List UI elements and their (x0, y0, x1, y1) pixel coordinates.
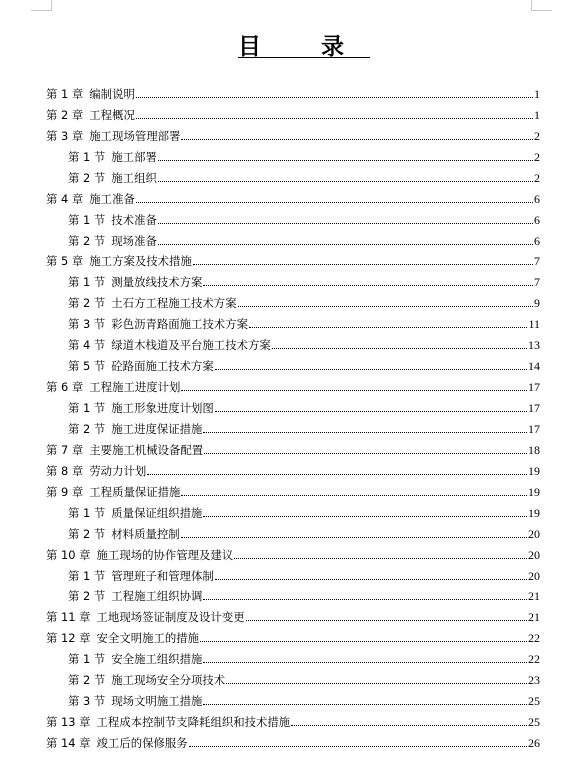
toc-entry-label (46, 610, 245, 624)
toc-entry-number: 第 13 章 (46, 715, 91, 730)
toc-entry-number: 第 1 节 (68, 568, 106, 583)
toc-entry-number: 第 9 章 (46, 484, 84, 499)
toc-dot-leader (215, 410, 527, 412)
toc-page-number: 19 (528, 484, 540, 499)
toc-page-number: 6 (534, 191, 540, 206)
toc-page-number: 9 (534, 296, 540, 311)
toc-entry-section[interactable] (46, 331, 540, 352)
toc-page-number: 1 (534, 107, 540, 122)
toc-page-number: 23 (528, 673, 540, 688)
toc-dot-leader (203, 284, 533, 286)
toc-page-number: 6 (534, 233, 540, 248)
toc-entry-text: 安全施工组织措施 (111, 652, 203, 667)
toc-page-number: 20 (528, 547, 540, 562)
toc-dot-leader (238, 305, 533, 307)
page-title (0, 28, 582, 61)
toc-dot-leader (204, 452, 527, 454)
toc-entry-label (68, 317, 248, 331)
toc-entry-text: 技术准备 (111, 212, 157, 227)
toc-entry-label (68, 527, 180, 541)
toc-entry-section[interactable] (46, 289, 540, 310)
toc-entry-section[interactable] (46, 415, 540, 436)
toc-page-number: 18 (528, 442, 540, 457)
toc-entry-chapter[interactable] (46, 373, 540, 394)
toc-entry-text: 施工方案及技术措施 (89, 254, 192, 269)
toc-entry-text: 施工现场管理部署 (89, 128, 181, 143)
toc-entry-section[interactable] (46, 268, 540, 289)
toc-entry-text: 安全文明施工的措施 (96, 631, 200, 646)
toc-page-number: 20 (528, 526, 540, 541)
toc-page-number: 13 (528, 338, 540, 353)
page-corner-mark (31, 0, 52, 11)
toc-page-number: 25 (528, 715, 540, 730)
toc-dot-leader (215, 368, 527, 370)
toc-dot-leader (226, 682, 527, 684)
toc-entry-section[interactable] (46, 499, 540, 520)
toc-entry-text: 主要施工机械设备配置 (89, 442, 204, 457)
toc-entry-number: 第 2 章 (46, 107, 84, 122)
toc-entry-label (68, 296, 237, 310)
toc-dot-leader (234, 557, 527, 559)
toc-page-number: 17 (528, 421, 540, 436)
toc-entry-label (68, 694, 202, 708)
toc-dot-leader (136, 117, 533, 119)
toc-dot-leader (158, 159, 533, 161)
toc-page-number: 19 (528, 463, 540, 478)
toc-page-number: 2 (534, 149, 540, 164)
toc-entry-text: 施工现场的协作管理及建议 (96, 547, 234, 562)
toc-entry-text: 施工准备 (89, 191, 135, 206)
toc-entry-label (68, 213, 157, 227)
toc-entry-label (68, 171, 157, 185)
toc-page-number: 22 (528, 631, 540, 646)
toc-entry-text: 工程施工组织协调 (111, 589, 203, 604)
toc-dot-leader (215, 578, 527, 580)
toc-entry-chapter[interactable] (46, 478, 540, 499)
toc-entry-label (46, 631, 199, 645)
toc-entry-number: 第 2 节 (68, 233, 106, 248)
toc-entry-label (68, 401, 214, 415)
toc-page-number: 14 (528, 359, 540, 374)
toc-entry-number: 第 8 章 (46, 463, 84, 478)
toc-entry-section[interactable] (46, 310, 540, 331)
toc-entry-text: 土石方工程施工技术方案 (111, 296, 237, 311)
toc-entry-text: 现场准备 (111, 233, 157, 248)
toc-entry-number: 第 7 章 (46, 442, 84, 457)
toc-entry-section[interactable] (46, 645, 540, 666)
toc-dot-leader (203, 703, 527, 705)
toc-entry-chapter[interactable] (46, 248, 540, 269)
toc-entry-number: 第 1 节 (68, 401, 106, 415)
toc-entry-section[interactable] (46, 394, 540, 415)
toc-entry-number: 第 5 章 (46, 254, 84, 269)
toc-entry-label (68, 359, 214, 373)
page-corner-mark (531, 0, 552, 11)
toc-entry-label (68, 589, 202, 603)
toc-entry-label (68, 506, 202, 520)
toc-page-number: 6 (534, 212, 540, 227)
toc-entry-text: 施工现场安全分项技术 (111, 673, 226, 688)
toc-entry-text: 测量放线技术方案 (111, 275, 203, 290)
toc-entry-chapter[interactable] (46, 603, 540, 624)
toc-entry-number: 第 4 章 (46, 191, 84, 206)
toc-entry-chapter[interactable] (46, 185, 540, 206)
toc-entry-text: 质量保证组织措施 (111, 505, 203, 520)
toc-dot-leader (136, 201, 533, 203)
toc-dot-leader (189, 745, 527, 747)
toc-entry-label (46, 192, 135, 206)
toc-entry-text: 彩色沥青路面施工技术方案 (111, 317, 248, 332)
toc-entry-section[interactable] (46, 687, 540, 708)
toc-entry-number: 第 2 节 (68, 421, 106, 436)
toc-entry-number: 第 1 节 (68, 275, 106, 290)
table-of-contents (46, 80, 540, 750)
toc-entry-number: 第 12 章 (46, 631, 91, 646)
toc-dot-leader (203, 598, 527, 600)
toc-page-number: 1 (534, 86, 540, 101)
toc-entry-label (46, 254, 192, 268)
toc-page-number: 21 (528, 610, 540, 625)
toc-entry-label (46, 443, 203, 457)
toc-entry-text: 工程概况 (89, 107, 135, 122)
toc-entry-label (68, 234, 157, 248)
toc-entry-section[interactable] (46, 164, 540, 185)
toc-entry-text: 绿道木栈道及平台施工技术方案 (111, 338, 271, 353)
toc-entry-text: 工地现场签证制度及设计变更 (96, 610, 245, 625)
toc-dot-leader (181, 494, 527, 496)
toc-page-number: 7 (534, 275, 540, 290)
toc-entry-label (46, 715, 290, 729)
toc-entry-label (46, 736, 188, 750)
toc-page-number: 20 (528, 568, 540, 583)
toc-entry-chapter[interactable] (46, 436, 540, 457)
toc-dot-leader (136, 96, 533, 98)
toc-entry-label (46, 464, 146, 478)
toc-entry-section[interactable] (46, 227, 540, 248)
toc-entry-text: 管理班子和管理体制 (111, 568, 214, 583)
toc-entry-text: 工程施工进度计划 (89, 380, 181, 395)
toc-page-number: 19 (528, 505, 540, 520)
toc-dot-leader (203, 515, 527, 517)
toc-entry-number: 第 11 章 (46, 610, 91, 625)
toc-dot-leader (181, 536, 527, 538)
toc-entry-number: 第 2 节 (68, 170, 106, 185)
toc-entry-chapter[interactable] (46, 101, 540, 122)
toc-page-number: 11 (528, 317, 540, 332)
toc-dot-leader (249, 326, 527, 328)
toc-entry-chapter[interactable] (46, 122, 540, 143)
toc-entry-chapter[interactable] (46, 729, 540, 750)
toc-entry-section[interactable] (46, 562, 540, 583)
toc-dot-leader (147, 473, 527, 475)
toc-entry-number: 第 14 章 (46, 736, 91, 750)
toc-page-number: 2 (534, 128, 540, 143)
toc-entry-section[interactable] (46, 352, 540, 373)
toc-entry-number: 第 1 章 (46, 86, 84, 101)
toc-page-number: 7 (534, 254, 540, 269)
toc-entry-section[interactable] (46, 143, 540, 164)
toc-entry-number: 第 10 章 (46, 547, 91, 562)
toc-dot-leader (246, 619, 527, 621)
toc-page-number: 22 (528, 652, 540, 667)
toc-dot-leader (181, 138, 533, 140)
toc-entry-text: 工程成本控制节支降耗组织和技术措施 (96, 715, 291, 730)
toc-entry-section[interactable] (46, 520, 540, 541)
toc-entry-chapter[interactable] (46, 541, 540, 562)
toc-entry-label (68, 422, 202, 436)
toc-dot-leader (291, 724, 527, 726)
toc-entry-section[interactable] (46, 666, 540, 687)
toc-entry-label (46, 380, 180, 394)
toc-page-number: 2 (534, 170, 540, 185)
toc-entry-number: 第 1 节 (68, 212, 106, 227)
toc-dot-leader (158, 180, 533, 182)
toc-entry-number: 第 1 节 (68, 149, 106, 164)
toc-dot-leader (203, 431, 527, 433)
toc-entry-text: 现场文明施工措施 (111, 694, 203, 709)
toc-entry-label (46, 129, 180, 143)
toc-entry-label (46, 548, 233, 562)
toc-entry-number: 第 1 节 (68, 505, 106, 520)
toc-entry-text: 施工形象进度计划图 (111, 401, 214, 415)
page-title-text: 目 录 (237, 34, 370, 60)
toc-entry-number: 第 3 章 (46, 128, 84, 143)
toc-entry-text: 竣工后的保修服务 (96, 736, 188, 750)
toc-entry-number: 第 2 节 (68, 296, 106, 311)
toc-entry-text: 施工进度保证措施 (111, 421, 203, 436)
toc-entry-label (46, 108, 135, 122)
toc-entry-chapter[interactable] (46, 624, 540, 645)
toc-entry-text: 材料质量控制 (111, 526, 180, 541)
toc-entry-number: 第 3 节 (68, 317, 106, 332)
toc-entry-text: 施工组织 (111, 170, 157, 185)
toc-entry-chapter[interactable] (46, 708, 540, 729)
toc-entry-chapter[interactable] (46, 80, 540, 101)
toc-dot-leader (272, 347, 527, 349)
toc-dot-leader (158, 222, 533, 224)
toc-dot-leader (203, 661, 527, 663)
toc-entry-section[interactable] (46, 206, 540, 227)
toc-entry-text: 砼路面施工技术方案 (111, 359, 214, 374)
toc-page-number: 26 (528, 736, 540, 750)
toc-entry-number: 第 3 节 (68, 694, 106, 709)
toc-entry-text: 劳动力计划 (89, 463, 147, 478)
toc-entry-label (68, 569, 214, 583)
toc-entry-number: 第 2 节 (68, 589, 106, 604)
toc-entry-number: 第 4 节 (68, 338, 106, 353)
toc-entry-section[interactable] (46, 583, 540, 604)
toc-entry-label (68, 275, 202, 289)
toc-page-number: 17 (528, 401, 540, 415)
toc-dot-leader (193, 263, 533, 265)
toc-entry-text: 编制说明 (89, 86, 135, 101)
toc-entry-number: 第 2 节 (68, 673, 106, 688)
toc-entry-label (46, 485, 180, 499)
toc-dot-leader (158, 243, 533, 245)
toc-entry-text: 施工部署 (111, 149, 157, 164)
toc-entry-label (68, 338, 271, 352)
toc-entry-number: 第 5 节 (68, 359, 106, 374)
toc-entry-number: 第 2 节 (68, 526, 106, 541)
toc-entry-chapter[interactable] (46, 457, 540, 478)
toc-dot-leader (200, 640, 527, 642)
toc-entry-label (68, 652, 202, 666)
toc-entry-number: 第 1 节 (68, 652, 106, 667)
toc-entry-text: 工程质量保证措施 (89, 484, 181, 499)
toc-page-number: 17 (528, 380, 540, 395)
toc-entry-label (68, 150, 157, 164)
toc-entry-label (46, 87, 135, 101)
toc-page-number: 25 (528, 694, 540, 709)
toc-dot-leader (181, 389, 527, 391)
toc-entry-number: 第 6 章 (46, 380, 84, 395)
toc-entry-label (68, 673, 225, 687)
toc-page-number: 21 (528, 589, 540, 604)
